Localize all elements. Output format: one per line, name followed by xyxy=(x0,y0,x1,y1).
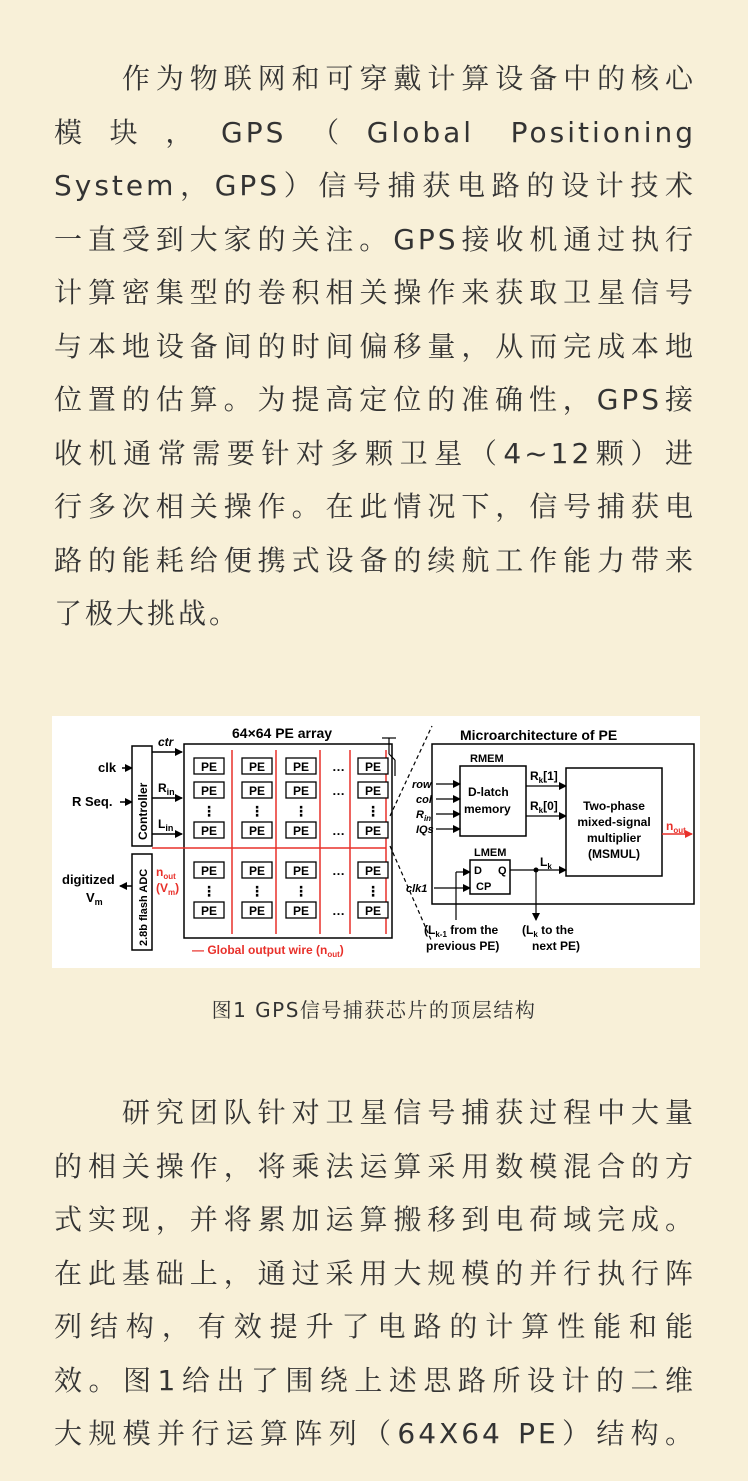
pe-dots-vertical: ⋮ xyxy=(294,883,308,899)
text-line: 式实现，并将累加运算搬移到电荷域完成。 xyxy=(54,1203,696,1236)
text-line: 行多次相关操作。在此情况下，信号捕获电 xyxy=(54,490,696,523)
micro-title: Microarchitecture of PE xyxy=(460,727,618,743)
text-line: 效。图1给出了围绕上述思路所设计的二维 xyxy=(54,1363,696,1397)
pe-cell-label: PE xyxy=(292,904,310,918)
nout-label: $n_{out}$ xyxy=(156,865,176,881)
text-line: 作为物联网和可穿戴计算设备中的核心 xyxy=(54,62,696,95)
pe-dots-vertical: ⋮ xyxy=(366,803,380,819)
text-line: 大规模并行运算阵列（64X64 PE）结构。 xyxy=(54,1417,696,1450)
pe-grid xyxy=(152,750,388,934)
pe-cell-label: PE xyxy=(292,760,310,774)
pe-cell-label: PE xyxy=(364,760,382,774)
intro-paragraph xyxy=(54,52,696,641)
text-line: 列结构，有效提升了电路的计算性能和能 xyxy=(54,1310,696,1343)
pe-cell-label: PE xyxy=(200,760,218,774)
pe-dots-vertical: ⋮ xyxy=(202,803,216,819)
pe-cell-label: PE xyxy=(248,824,266,838)
pe-dots-vertical: ⋮ xyxy=(366,883,380,899)
global-wire-label: — Global output wire $(n_{out})$ xyxy=(192,943,344,959)
text-line: 一直受到大家的关注。GPS接收机通过执行 xyxy=(54,222,696,256)
pe-dots-vertical: ⋮ xyxy=(294,803,308,819)
iqs-label: IQs xyxy=(416,824,434,836)
next-pe-label-1: ($L_k$ to the xyxy=(522,923,574,939)
body-paragraph xyxy=(54,1086,696,1461)
pe-cell-label: PE xyxy=(364,864,382,878)
text-line: 与本地设备间的时间偏移量，从而完成本地 xyxy=(54,329,696,363)
pe-dots-vertical: ⋮ xyxy=(202,883,216,899)
q-label: Q xyxy=(498,865,507,877)
rmem-label: RMEM xyxy=(470,753,504,765)
pe-cell-label: PE xyxy=(248,784,266,798)
text-line: 位置的估算。为提高定位的准确性，GPS接 xyxy=(54,383,696,416)
prev-pe-label-2: previous PE) xyxy=(426,939,500,953)
array-title: 64×64 PE array xyxy=(232,725,333,741)
text-line: 在此基础上，通过采用大规模的并行执行阵 xyxy=(54,1256,696,1290)
pe-cell-label: PE xyxy=(364,904,382,918)
pe-dots-horizontal: … xyxy=(332,903,345,918)
pe-cell-label: PE xyxy=(364,784,382,798)
mult-label-2: mixed-signal xyxy=(577,815,651,829)
rin-label: $R_{in}$ xyxy=(158,781,175,797)
pe-cell-label: PE xyxy=(248,864,266,878)
vm-paren-label: $(V_m)$ xyxy=(156,881,180,897)
clk1-label: clk1 xyxy=(406,883,428,895)
pe-cell-label: PE xyxy=(200,864,218,878)
pe-cell-label: PE xyxy=(364,824,382,838)
col-label: col xyxy=(416,794,432,806)
memory-label: memory xyxy=(464,802,511,816)
pe-cell-label: PE xyxy=(200,904,218,918)
mult-label-1: Two-phase xyxy=(583,799,645,813)
mult-label-3: multiplier xyxy=(586,831,642,845)
pe-cell-label: PE xyxy=(248,760,266,774)
adc-label: 2.8b flash ADC xyxy=(138,868,150,946)
nout2-label: $n_{out}$ xyxy=(666,819,686,835)
d-label: D xyxy=(474,865,482,877)
cp-label: CP xyxy=(476,881,492,893)
pe-cell-label: PE xyxy=(292,824,310,838)
text-line: System，GPS）信号捕获电路的设计技术 xyxy=(54,169,696,202)
pe-cell-label: PE xyxy=(200,784,218,798)
lmem-label: LMEM xyxy=(474,847,507,859)
digitized-label: digitized xyxy=(62,872,115,887)
rseq-label: R Seq. xyxy=(72,794,113,809)
clk-label: clk xyxy=(98,760,117,775)
text-line: 了极大挑战。 xyxy=(54,597,241,630)
vm-label: $V_m$ xyxy=(86,890,103,907)
pe-cell-label: PE xyxy=(292,864,310,878)
pe-cell-label: PE xyxy=(248,904,266,918)
controller-label: Controller xyxy=(136,782,150,840)
rmem-box xyxy=(460,766,526,836)
text-line: 计算密集型的卷积相关操作来获取卫星信号 xyxy=(54,276,696,309)
figure-caption: 图1 GPS信号捕获芯片的顶层结构 xyxy=(211,998,537,1022)
text-line: 研究团队针对卫星信号捕获过程中大量 xyxy=(54,1096,696,1129)
pe-cell-label: PE xyxy=(200,824,218,838)
prev-pe-label-1: ($L_{k-1}$ from the xyxy=(424,923,499,939)
ctr-label: ctr xyxy=(158,735,174,749)
row-label: row xyxy=(412,779,432,791)
pe-dots-horizontal: … xyxy=(332,863,345,878)
architecture-diagram xyxy=(52,716,700,968)
pe-dots-horizontal: … xyxy=(332,823,345,838)
dlatch-label: D-latch xyxy=(468,785,509,799)
lk-label: $L_k$ xyxy=(540,855,552,871)
mult-label-4: (MSMUL) xyxy=(588,847,640,861)
pe-dots-horizontal: … xyxy=(332,759,345,774)
text-line: 收机通常需要针对多颗卫星（4~12颗）进 xyxy=(54,436,696,470)
pe-dots-vertical: ⋮ xyxy=(250,803,264,819)
rk0-label: $R_k[0]$ xyxy=(530,799,558,815)
pe-dots-horizontal: … xyxy=(332,783,345,798)
text-line: 的相关操作，将乘法运算采用数模混合的方 xyxy=(54,1149,696,1183)
rk1-label: $R_k[1]$ xyxy=(530,769,558,785)
lin-label: $L_{in}$ xyxy=(158,817,174,833)
next-pe-label-2: next PE) xyxy=(532,939,581,953)
pe-dots-vertical: ⋮ xyxy=(250,883,264,899)
text-line: 模块，GPS（Global Positioning xyxy=(54,115,696,149)
architecture-figure xyxy=(52,716,700,968)
rin2-label: $R_{in}$ xyxy=(416,809,432,823)
text-line: 路的能耗给便携式设备的续航工作能力带来 xyxy=(54,543,696,577)
pe-cell-label: PE xyxy=(292,784,310,798)
